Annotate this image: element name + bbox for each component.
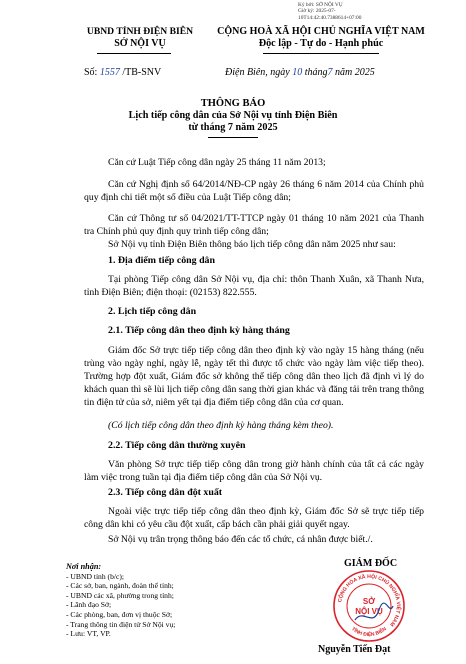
- official-seal: [333, 570, 405, 642]
- recipient-item: - Lãnh đạo Sở;: [66, 600, 112, 610]
- recipient-item: - Trang thông tin điện tử Sở Nội vụ;: [66, 619, 176, 629]
- nation-name: CỘNG HOÀ XÃ HỘI CHỦ NGHĨA VIỆT NAM: [217, 26, 425, 37]
- date-suffix: năm 2025: [332, 67, 375, 78]
- recipient-item: - UBND các xã, phường trong tỉnh;: [66, 590, 174, 600]
- date-day: 10: [292, 67, 303, 78]
- legal-basis-3: Căn cứ Thông tư số 04/2021/TT-TTCP ngày 01 tháng 10 năm 2021 của Thanh tra Chính phủ quy định quy trình tiếp công dân;: [84, 213, 424, 237]
- legal-basis-2: Căn cứ Nghị định số 64/2014/NĐ-CP ngày 26 tháng 6 năm 2014 của Chính phủ quy định chi tiết một số điều của Luật Tiếp công dân;: [84, 179, 424, 203]
- date-month: 7: [327, 67, 333, 78]
- agency-header: [66, 26, 214, 50]
- agency-name: SỞ NỘI VỤ: [114, 38, 166, 49]
- schedule-note: (Có lịch tiếp công dân theo định kỳ hàng tháng kèm theo).: [108, 420, 334, 431]
- document-subtitle: từ tháng 7 năm 2025: [188, 122, 278, 133]
- seal-bottom-text: TỈNH ĐIỆN BIÊN: [350, 626, 388, 639]
- section-1-heading: 1. Địa điểm tiếp công dân: [108, 255, 215, 266]
- number-value: 1557: [99, 67, 120, 78]
- section-2-heading: 2. Lịch tiếp công dân: [108, 306, 197, 317]
- signature-line-time: Giờ ký: 2025-07-: [298, 8, 336, 15]
- nation-header: [196, 26, 446, 50]
- signature-line-signer: Ký bởi: SỞ NỘI VỤ: [298, 2, 343, 8]
- section-2-3-heading: 2.3. Tiếp công dân đột xuất: [108, 487, 223, 498]
- nation-motto: Độc lập - Tự do - Hạnh phúc: [258, 38, 384, 49]
- document-kind: THÔNG BÁO: [200, 98, 266, 109]
- digital-signature-info: [298, 2, 361, 21]
- regular-paragraph: Văn phòng Sở trực tiếp tiếp công dân trong giờ hành chính của tất cả các ngày làm việc trong tuần tại địa điểm tiếp công dân của Sở Nội vụ.: [84, 459, 424, 483]
- location-paragraph: Tại phòng Tiếp công dân Sở Nội vụ, địa chỉ: thôn Thanh Xuân, xã Thanh Nưa, tỉnh Điện Biên; điện thoại: (02153) 822.555.: [84, 274, 424, 298]
- agency-underline: [97, 53, 171, 54]
- adhoc-paragraph: Ngoài việc trực tiếp tiếp công dân theo định kỳ, Giám đốc Sở sẽ trực tiếp tiếp công dân khi có yêu cầu đột xuất, cấp bách cần phải giải quyết ngay.: [84, 506, 424, 530]
- seal-center-line-2: NỘI VỤ: [355, 607, 383, 616]
- signer-name: Nguyễn Tiến Đạt: [318, 644, 391, 655]
- recipients-label: Nơi nhận:: [66, 562, 102, 571]
- document-date: [225, 67, 375, 78]
- motto-underline: [263, 53, 379, 54]
- recipient-item: - UBND tỉnh (b/c);: [66, 571, 124, 581]
- signer-title: GIÁM ĐỐC: [344, 558, 398, 569]
- periodic-paragraph: Giám đốc Sở trực tiếp tiếp công dân theo định kỳ vào ngày 15 hàng tháng (nếu trùng vào ngày nghỉ, ngày lễ, ngày tết thì được tổ chức vào ngày làm việc tiếp theo). Trường hợp đột xuất, Giám đốc sở không thể tiếp công dân theo lịch đã định vì lý do khách quan thì sẽ lùi lịch tiếp công dân sang thời gian khác và đăng tải trên trang thông tin điện tử của sở, niêm yết tại địa điểm tiếp công dân của cơ quan.: [84, 345, 424, 408]
- date-mid: tháng: [302, 67, 328, 78]
- closing-paragraph: Sở Nội vụ trân trọng thông báo đến các tổ chức, cá nhân được biết./.: [108, 534, 373, 545]
- recipient-item: - Các phòng, ban, đơn vị thuộc Sở;: [66, 609, 173, 619]
- recipient-item: - Lưu: VT, VP.: [66, 629, 111, 639]
- number-prefix: Số:: [84, 67, 100, 78]
- parent-agency: UBND TỈNH ĐIỆN BIÊN: [86, 26, 194, 37]
- legal-basis-1: Căn cứ Luật Tiếp công dân ngày 25 tháng 11 năm 2013;: [108, 157, 326, 168]
- number-suffix: /TB-SNV: [119, 67, 162, 78]
- section-2-2-heading: 2.2. Tiếp công dân thường xuyên: [108, 440, 246, 451]
- title-underline: [208, 137, 258, 138]
- date-prefix: Điện Biên, ngày: [225, 67, 293, 78]
- document-title: Lịch tiếp công dân của Sở Nội vụ tỉnh Điện Biên: [128, 110, 338, 121]
- recipients-list: [66, 562, 175, 639]
- seal-center-line-1: SỞ: [362, 597, 376, 606]
- signature-line-timestamp: 10T14:42:40.7388614+07:00: [298, 14, 362, 21]
- seal-ring-text: CỘNG HÒA XÃ HỘI CHỦ NGHĨA VIỆT NAM: [337, 573, 402, 628]
- recipient-item: - Các sở, ban, ngành, đoàn thể tỉnh;: [66, 581, 174, 591]
- document-number: [84, 67, 161, 78]
- section-2-1-heading: 2.1. Tiếp công dân theo định kỳ hàng tháng: [108, 325, 290, 336]
- intro-paragraph: Sở Nội vụ tỉnh Điện Biên thông báo lịch tiếp công dân năm 2025 như sau:: [108, 239, 396, 250]
